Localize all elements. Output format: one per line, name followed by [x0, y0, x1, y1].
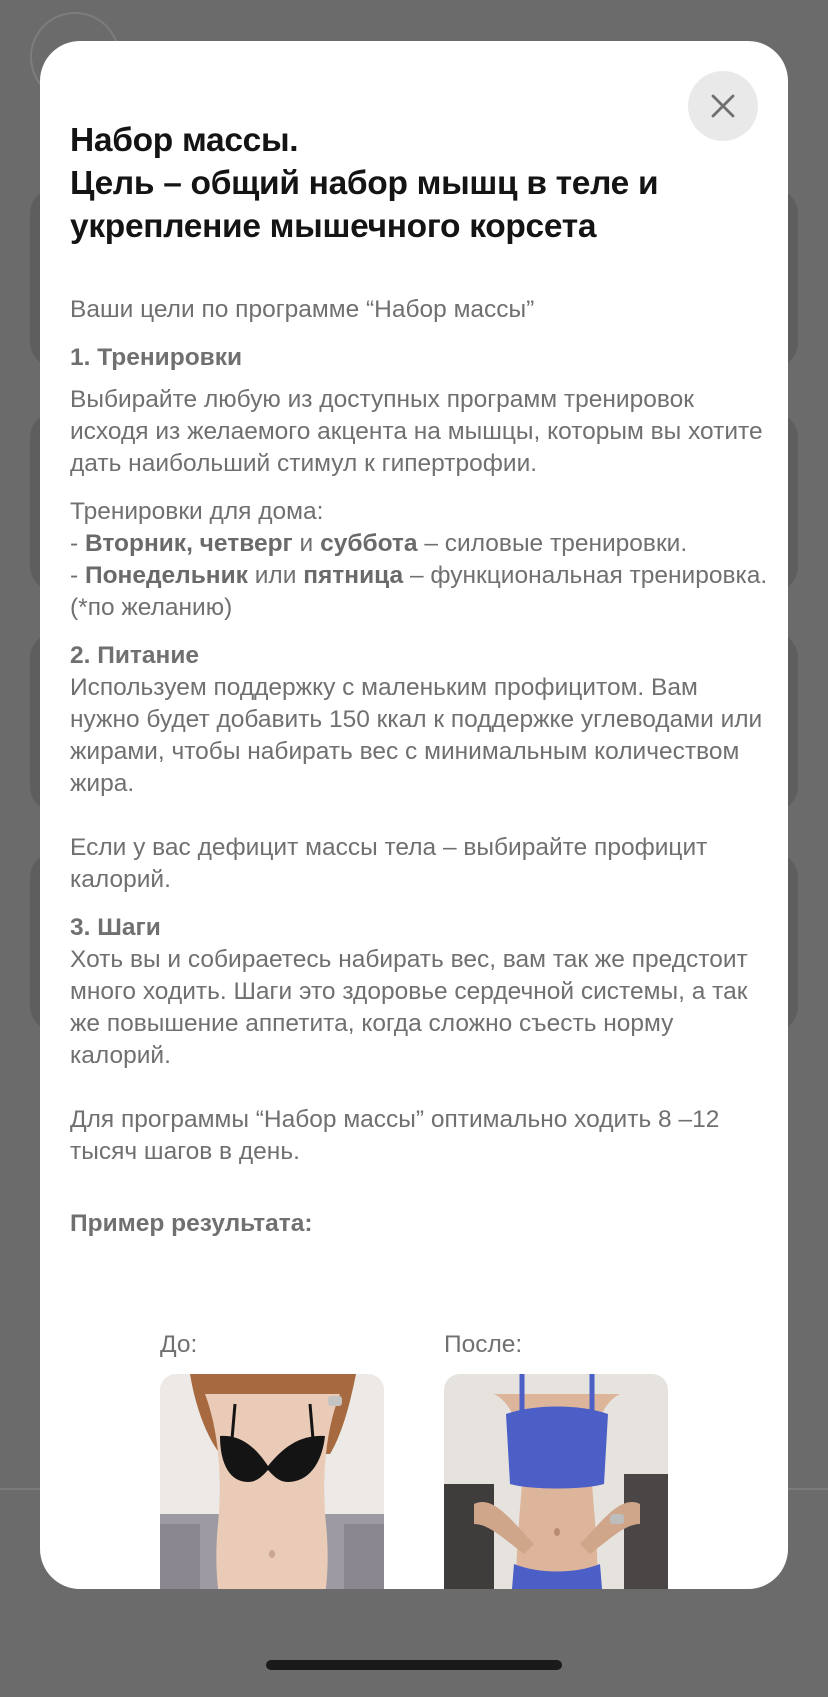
strength-days-line: - Вторник, четверг и суббота – силовые тренировки.	[70, 530, 688, 557]
nutrition-heading: 2. Питание	[70, 642, 200, 669]
functional-days-line: - Понедельник или пятница – функциональная тренировка.	[70, 562, 768, 589]
home-workouts-schedule	[70, 496, 770, 624]
steps-body: Хоть вы и собираетесь набирать вес, вам так же предстоит много ходить. Шаги это здоровье сердечной системы, а так же повышение аппетита, когда сложно съесть норму калорий.	[70, 946, 748, 1069]
program-info-modal	[40, 41, 788, 1589]
workouts-heading: 1. Тренировки	[70, 344, 243, 371]
example-heading: Пример результата:	[70, 1210, 313, 1237]
title-line-1: Набор массы.	[70, 122, 299, 159]
before-photo	[160, 1374, 384, 1589]
steps-body-2: Для программы “Набор массы” оптимально ходить 8 –12 тысяч шагов в день.	[70, 1106, 720, 1165]
steps-heading: 3. Шаги	[70, 914, 161, 941]
nutrition-body: Используем поддержку с маленьким профицитом. Вам нужно будет добавить 150 ккал к поддержке углеводами или жирами, чтобы набирать вес с минимальным количеством жира.	[70, 674, 763, 797]
home-indicator	[266, 1660, 562, 1670]
close-icon	[711, 94, 735, 118]
program-intro: Ваши цели по программе “Набор массы”	[70, 296, 535, 323]
before-label: До:	[160, 1331, 198, 1358]
before-column	[160, 1329, 197, 1361]
nutrition-body-2: Если у вас дефицит массы тела – выбирайте профицит калорий.	[70, 834, 708, 893]
after-photo	[444, 1374, 668, 1589]
title-line-2: Цель – общий набор мышц в теле и укрепление мышечного корсета	[70, 165, 659, 245]
after-label: После:	[444, 1331, 523, 1358]
workouts-body: Выбирайте любую из доступных программ тренировок исходя из желаемого акцента на мышцы, которым вы хотите дать наибольший стимул к гипертрофии.	[70, 386, 763, 477]
optional-note: (*по желанию)	[70, 594, 233, 621]
home-workouts-title: Тренировки для дома:	[70, 498, 324, 525]
after-column	[444, 1329, 522, 1361]
modal-content	[70, 119, 770, 1240]
modal-title	[70, 119, 770, 248]
